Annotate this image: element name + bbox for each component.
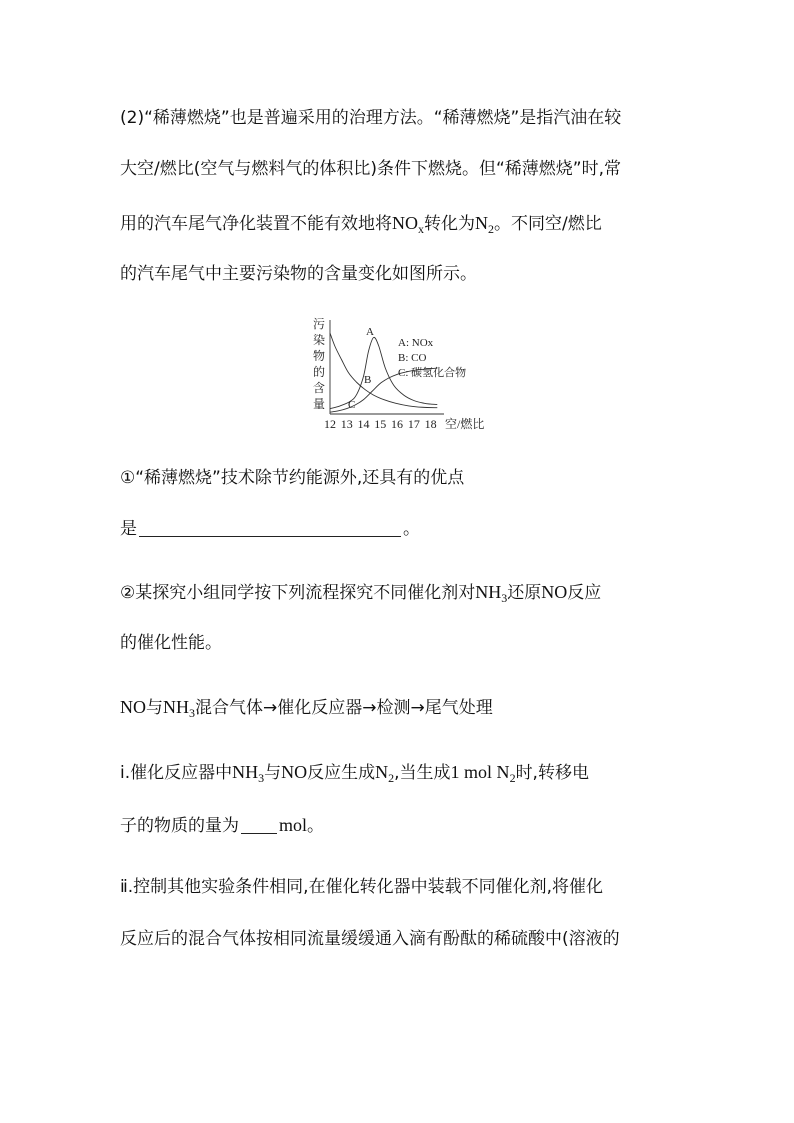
intro-line-3b: 转化为 (424, 214, 475, 234)
flow-nh3 (163, 697, 195, 720)
subq-i-unit: mol (279, 815, 308, 835)
subq-i-nh3-sub: 3 (258, 771, 265, 785)
curve-label-b: B (364, 374, 372, 386)
subq-i-n2-base: N (375, 762, 389, 782)
x-tick-label: 16 (391, 417, 404, 431)
flow-mix: 混合气体 (195, 698, 263, 718)
subq-i-text-b: 与 (264, 763, 282, 783)
y-label-char: 量 (313, 397, 326, 411)
y-label-char: 的 (313, 365, 326, 379)
legend-b: B: CO (398, 352, 427, 364)
subq-i-text-a: 催化反应器中 (130, 763, 233, 783)
q2-text-c: 反应 (567, 583, 602, 603)
n2-sub: 2 (488, 222, 494, 236)
intro-line-4: 的汽车尾气中主要污染物的含量变化如图所示。 (120, 264, 477, 284)
y-label-char: 含 (313, 381, 326, 395)
x-tick-label: 13 (340, 417, 353, 431)
subq-i-text-e: 时,转移电 (515, 763, 589, 783)
formula-no: NO (541, 582, 568, 602)
curve-label-a: A (366, 326, 374, 338)
q2-line-1 (120, 580, 601, 605)
subq-i-n2 (375, 762, 395, 785)
q1-line-1: ①“稀薄燃烧”技术除节约能源外,还具有的优点 (120, 468, 465, 488)
q2-text-b: 还原 (507, 583, 542, 603)
x-tick-label: 15 (374, 417, 387, 431)
subq-i-amount-base: 1 mol N (450, 762, 510, 782)
formula-n2 (475, 213, 494, 236)
x-tick-label: 18 (424, 417, 437, 431)
formula-nox (392, 213, 424, 236)
chart-x-label: 空/燃比 (445, 417, 485, 431)
y-label-char: 污 (313, 317, 326, 331)
subq-i-no: NO (281, 762, 308, 782)
flow-nh3-sub: 3 (189, 706, 195, 720)
subq-i-label: ⅰ. (120, 763, 131, 783)
subq-ii-line-2: 反应后的混合气体按相同流量缓缓通入滴有酚酞的稀硫酸中(溶液的 (120, 929, 620, 949)
chart-y-label (313, 317, 325, 411)
subq-i-text-c: 反应生成 (307, 763, 376, 783)
subq-i-line-2 (120, 813, 324, 838)
legend-a: A: NOx (398, 337, 434, 349)
subq-i-line-1 (120, 760, 589, 785)
nox-sub: x (418, 222, 424, 236)
q1-line-2 (120, 517, 420, 541)
flow-with: 与 (146, 698, 163, 718)
flow-treat: 尾气处理 (424, 698, 493, 718)
formula-nh3 (475, 582, 508, 605)
subq-i-amount (450, 762, 516, 785)
subq-ii-line-1: ⅱ.控制其他实验条件相同,在催化转化器中装载不同催化剂,将催化 (120, 877, 603, 897)
y-label-char: 物 (313, 349, 326, 363)
flow-arrow-2: → (362, 698, 377, 718)
intro-line-1: (2)“稀薄燃烧”也是普遍采用的治理方法。“稀薄燃烧”是指汽油在较 (120, 108, 622, 128)
pollutant-chart (308, 316, 492, 434)
answer-blank-electrons[interactable] (241, 815, 277, 834)
nox-base: NO (392, 213, 418, 233)
flow-no: NO (120, 697, 146, 717)
subq-i-nh3 (232, 762, 265, 785)
intro-line-2: 大空/燃比(空气与燃料气的体积比)条件下燃烧。但“稀薄燃烧”时,常 (120, 159, 622, 179)
q1-prefix: 是 (120, 519, 137, 539)
x-tick-label: 17 (407, 417, 420, 431)
q2-line-2: 的催化性能。 (120, 633, 222, 653)
flow-nh3-base: NH (163, 697, 189, 717)
flow-line (120, 695, 493, 720)
curve-label-c: C (348, 399, 356, 411)
flow-arrow-1: → (263, 698, 278, 718)
nh3-base: NH (475, 582, 502, 602)
q1-end: 。 (403, 519, 420, 539)
n2-base: N (475, 213, 488, 233)
nh3-sub: 3 (501, 591, 508, 605)
legend-c: C: 碳氢化合物 (398, 367, 467, 379)
y-label-char: 染 (313, 333, 326, 347)
subq-i-nh3-base: NH (232, 762, 259, 782)
answer-blank-advantage[interactable] (139, 518, 401, 537)
flow-arrow-3: → (410, 698, 425, 718)
intro-line-3 (120, 211, 602, 236)
x-tick-label: 12 (324, 417, 336, 431)
subq-i-text-d: ,当生成 (394, 763, 451, 783)
subq-i-n2-sub: 2 (388, 771, 395, 785)
subq-i-end: 。 (307, 816, 325, 836)
flow-reactor: 催化反应器 (277, 698, 363, 718)
q2-text-a: ②某探究小组同学按下列流程探究不同催化剂对 (120, 583, 476, 603)
x-tick-label: 14 (357, 417, 370, 431)
flow-detect: 检测 (376, 698, 411, 718)
intro-line-3a: 用的汽车尾气净化装置不能有效地将 (120, 214, 392, 234)
subq-i-amount-sub: 2 (509, 771, 516, 785)
subq-i-line2-text: 子的物质的量为 (120, 816, 239, 836)
intro-line-3c: 。不同空/燃比 (494, 214, 602, 234)
